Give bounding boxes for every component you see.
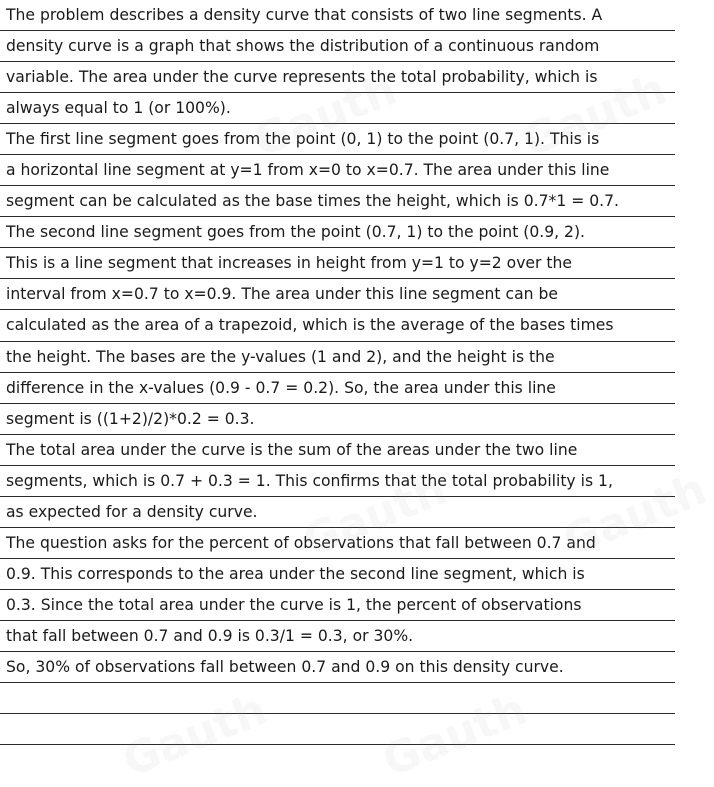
text-line: a horizontal line segment at y=1 from x=0 to x=0.7. The area under this line: [0, 155, 675, 186]
text-line: as expected for a density curve.: [0, 497, 675, 528]
text-line: The first line segment goes from the point (0, 1) to the point (0.7, 1). This is: [0, 124, 675, 155]
watermark-logo: Gauth: [115, 683, 274, 787]
text-line: that fall between 0.7 and 0.9 is 0.3/1 = 0.3, or 30%.: [0, 621, 675, 652]
watermark-logo: Gauth: [515, 63, 674, 168]
text-line: The question asks for the percent of observations that fall between 0.7 and: [0, 528, 675, 559]
text-line: The total area under the curve is the sum of the areas under the two line: [0, 435, 675, 466]
text-line: interval from x=0.7 to x=0.9. The area under this line segment can be: [0, 279, 675, 310]
text-line: calculated as the area of a trapezoid, which is the average of the bases times: [0, 310, 675, 341]
text-line: segment is ((1+2)/2)*0.2 = 0.3.: [0, 404, 675, 435]
empty-line: [0, 683, 675, 714]
text-line: density curve is a graph that shows the distribution of a continuous random: [0, 31, 675, 62]
text-line: So, 30% of observations fall between 0.7 and 0.9 on this density curve.: [0, 652, 675, 683]
watermark-logo: Gauth: [245, 63, 404, 168]
text-line: The problem describes a density curve that consists of two line segments. A: [0, 0, 675, 31]
text-line: segments, which is 0.7 + 0.3 = 1. This confirms that the total probability is 1,: [0, 466, 675, 497]
empty-line: [0, 714, 675, 745]
text-line: The second line segment goes from the point (0.7, 1) to the point (0.9, 2).: [0, 217, 675, 248]
text-line: always equal to 1 (or 100%).: [0, 93, 675, 124]
text-line: segment can be calculated as the base times the height, which is 0.7*1 = 0.7.: [0, 186, 675, 217]
text-line: This is a line segment that increases in height from y=1 to y=2 over the: [0, 248, 675, 279]
text-line: the height. The bases are the y-values (1 and 2), and the height is the: [0, 342, 675, 373]
text-line: variable. The area under the curve represents the total probability, which is: [0, 62, 675, 93]
text-line: 0.9. This corresponds to the area under the second line segment, which is: [0, 559, 675, 590]
text-line: 0.3. Since the total area under the curve is 1, the percent of observations: [0, 590, 675, 621]
watermark-logo: Gauth: [555, 463, 714, 568]
watermark-logo: Gauth: [295, 463, 454, 568]
watermark-logo: Gauth: [375, 683, 534, 787]
text-line: difference in the x-values (0.9 - 0.7 = 0.2). So, the area under this line: [0, 373, 675, 404]
